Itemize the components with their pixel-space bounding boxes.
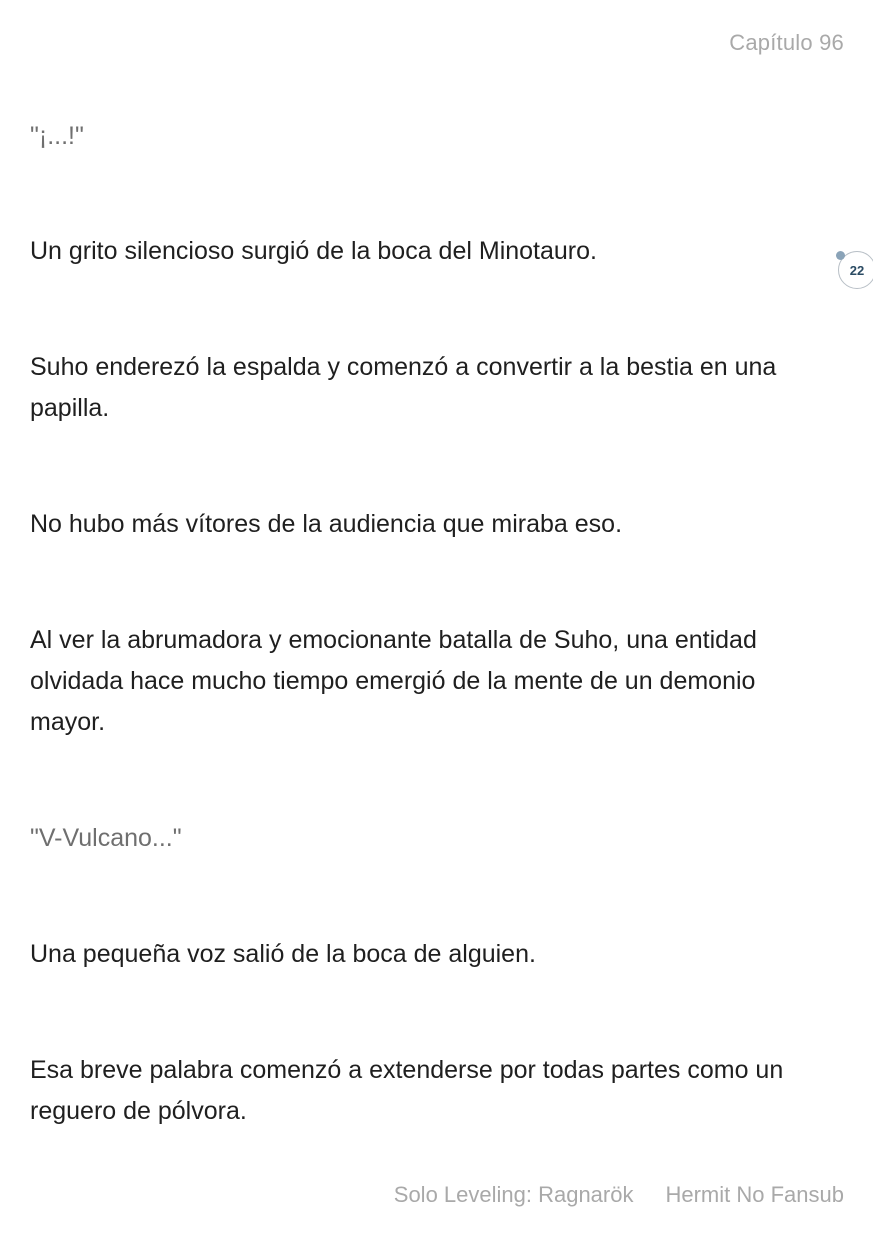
text-paragraph: Al ver la abrumadora y emocionante batalla de Suho, una entidad olvidada hace mucho tiempo emergió de la mente de un demonio mayor. (30, 626, 757, 736)
text-paragraph: Un grito silencioso surgió de la boca del Minotauro. (30, 237, 597, 265)
text-paragraph: No hubo más vítores de la audiencia que miraba eso. (30, 510, 623, 538)
translator-credit: Hermit No Fansub (665, 1182, 844, 1207)
chapter-label: Capítulo 96 (729, 30, 844, 55)
notification-dot-icon (836, 251, 845, 260)
text-paragraph: Esa breve palabra comenzó a extenderse por todas partes como un reguero de pólvora. (30, 1056, 784, 1125)
dialogue-paragraph: "V-Vulcano..." (30, 824, 182, 852)
text-paragraph: Una pequeña voz salió de la boca de alguien. (30, 940, 536, 968)
novel-title: Solo Leveling: Ragnarök (393, 1182, 634, 1207)
text-paragraph: Suho enderezó la espalda y comenzó a convertir a la bestia en una papilla. (30, 353, 777, 422)
dialogue-paragraph: "¡...!" (30, 122, 84, 150)
page-footer (394, 1182, 844, 1208)
comment-count: 22 (849, 262, 865, 278)
paragraph-comment-badge[interactable] (838, 251, 873, 289)
